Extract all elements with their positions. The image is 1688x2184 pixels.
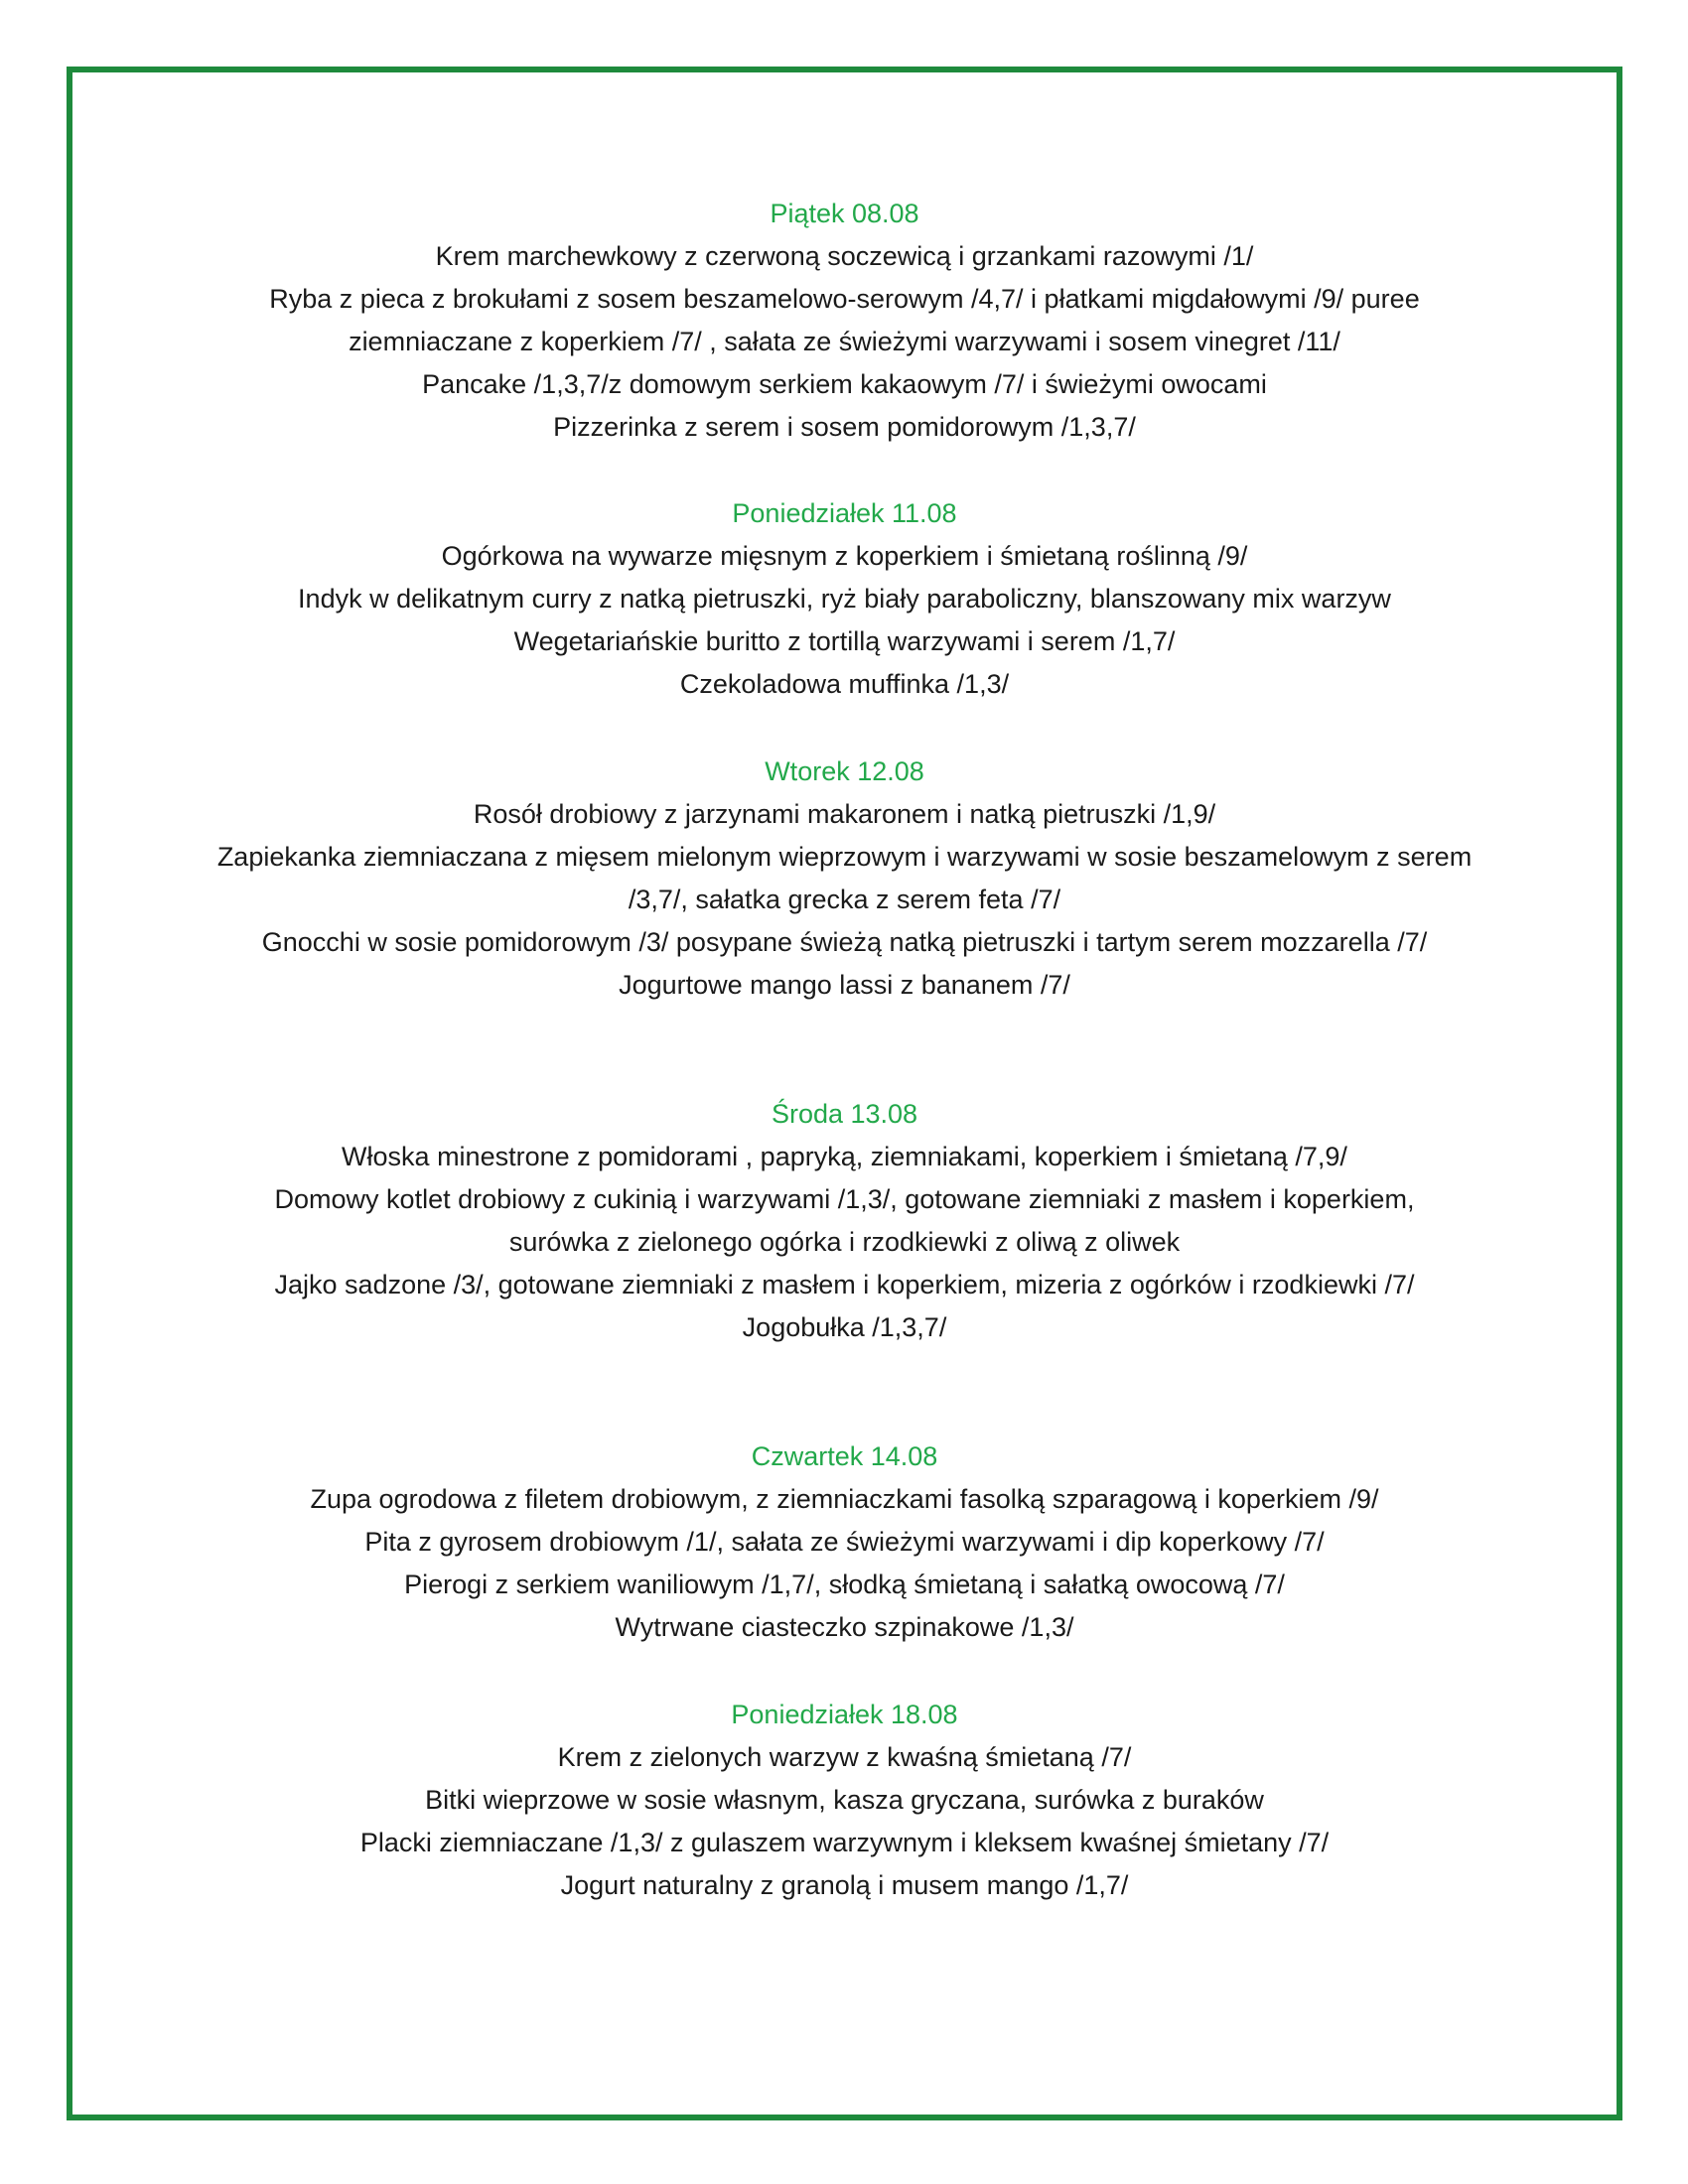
menu-line: Jajko sadzone /3/, gotowane ziemniaki z masłem i koperkiem, mizeria z ogórków i rzodkiewki /7/ <box>274 1270 1415 1299</box>
menu-line: Krem marchewkowy z czerwoną soczewicą i grzankami razowymi /1/ <box>435 241 1254 271</box>
day-section-monday-1808 <box>67 1694 1622 1907</box>
menu-line: Rosół drobiowy z jarzynami makaronem i natką pietruszki /1,9/ <box>473 799 1216 829</box>
menu-line: Jogobułka /1,3,7/ <box>742 1312 947 1342</box>
day-section-friday <box>67 193 1622 449</box>
day-section-thursday <box>67 1435 1622 1649</box>
day-section-wednesday <box>67 1093 1622 1349</box>
menu-line: Wegetariańskie buritto z tortillą warzywami i serem /1,7/ <box>513 626 1176 656</box>
day-heading: Poniedziałek 11.08 <box>732 498 957 528</box>
menu-line: Wytrwane ciasteczko szpinakowe /1,3/ <box>615 1612 1074 1642</box>
day-section-monday-1108 <box>67 492 1622 706</box>
menu-line: surówka z zielonego ogórka i rzodkiewki z oliwą z oliwek <box>508 1227 1181 1257</box>
menu-line: /3,7/, sałatka grecka z serem feta /7/ <box>628 885 1061 914</box>
menu-line: Gnocchi w sosie pomidorowym /3/ posypane świeżą natką pietruszki i tartym serem mozzarella /7/ <box>261 927 1428 957</box>
menu-line: Pierogi z serkiem waniliowym /1,7/, słodką śmietaną i sałatką owocową /7/ <box>404 1570 1285 1599</box>
day-heading: Wtorek 12.08 <box>765 756 924 786</box>
menu-line: Jogurtowe mango lassi z bananem /7/ <box>619 970 1070 1000</box>
menu-line: Pita z gyrosem drobiowym /1/, sałata ze świeżymi warzywami i dip koperkowy /7/ <box>364 1527 1325 1557</box>
menu-line: Pancake /1,3,7/z domowym serkiem kakaowym /7/ i świeżymi owocami <box>422 369 1267 399</box>
menu-line: Czekoladowa muffinka /1,3/ <box>679 669 1010 699</box>
menu-line: Ogórkowa na wywarze mięsnym z koperkiem i śmietaną roślinną /9/ <box>441 541 1248 571</box>
menu-line: Domowy kotlet drobiowy z cukinią i warzywami /1,3/, gotowane ziemniaki z masłem i koperkiem, <box>274 1184 1415 1214</box>
menu-line: Indyk w delikatnym curry z natką pietruszki, ryż biały paraboliczny, blanszowany mix warzyw <box>298 584 1391 614</box>
menu-line: Krem z zielonych warzyw z kwaśną śmietaną /7/ <box>557 1742 1132 1772</box>
menu-line: Placki ziemniaczane /1,3/ z gulaszem warzywnym i kleksem kwaśnej śmietany /7/ <box>359 1828 1330 1857</box>
menu-line: Pizzerinka z serem i sosem pomidorowym /1,3,7/ <box>553 412 1136 442</box>
menu-line: Jogurt naturalny z granolą i musem mango /1,7/ <box>560 1870 1129 1900</box>
menu-line: Ryba z pieca z brokułami z sosem beszamelowo-serowym /4,7/ i płatkami migdałowymi /9/ puree <box>269 284 1420 314</box>
menu-line: ziemniaczane z koperkiem /7/ , sałata ze świeżymi warzywami i sosem vinegret /11/ <box>349 327 1340 356</box>
day-heading: Środa 13.08 <box>771 1099 918 1129</box>
day-heading: Piątek 08.08 <box>770 199 919 228</box>
menu-line: Bitki wieprzowe w sosie własnym, kasza gryczana, surówka z buraków <box>425 1785 1264 1815</box>
menu-line: Zapiekanka ziemniaczana z mięsem mielonym wieprzowym i warzywami w sosie beszamelowym z serem <box>216 842 1473 872</box>
day-heading: Poniedziałek 18.08 <box>731 1700 958 1729</box>
day-section-tuesday <box>67 751 1622 1007</box>
menu-line: Zupa ogrodowa z filetem drobiowym, z ziemniaczkami fasolką szparagową i koperkiem /9/ <box>310 1484 1379 1514</box>
menu-line: Włoska minestrone z pomidorami , papryką, ziemniakami, koperkiem i śmietaną /7,9/ <box>342 1142 1347 1171</box>
day-heading: Czwartek 14.08 <box>751 1441 938 1471</box>
